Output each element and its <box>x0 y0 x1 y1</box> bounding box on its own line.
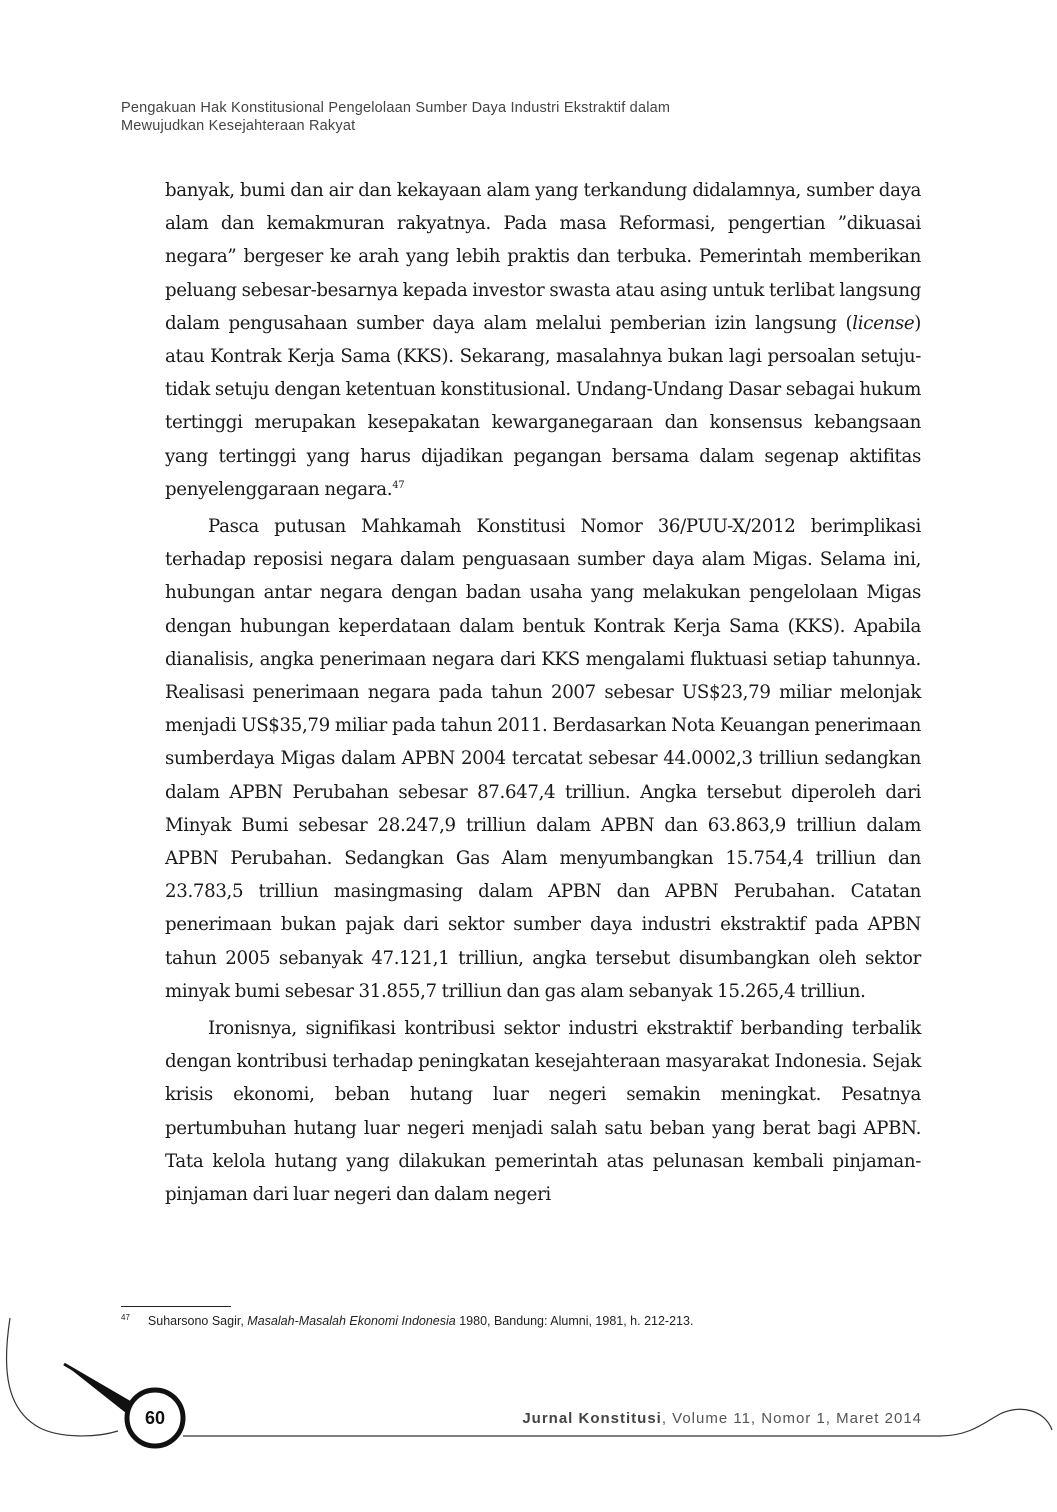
footnote-reference[interactable]: 47 <box>392 479 405 491</box>
paragraph-1-text-a: banyak, bumi dan air dan kekayaan alam yang terkandung didalamnya, sumber daya alam dan kemakmuran rakyatnya. Pada masa Reformasi, pengertian ”dikuasai negara” bergeser ke arah yang lebih praktis dan terbuka. Pemerintah memberikan peluang sebesar-besarnya kepada investor swasta atau asing untuk terlibat langsung dalam pengusahaan sumber daya alam melalui pemberian izin langsung ( <box>165 180 921 334</box>
paragraph-3: Ironisnya, signifikasi kontribusi sektor industri ekstraktif berbanding terbalik dengan kontribusi terhadap peningkatan kesejahteraan masyarakat Indonesia. Sejak krisis ekonomi, beban hutang luar negeri semakin meningkat. Pesatnya pertumbuhan hutang luar negeri menjadi salah satu beban yang berat bagi APBN. Tata kelola hutang yang dilakukan pemerintah atas pelunasan kembali pinjaman-pinjaman dari luar negeri dan dalam negeri <box>165 1018 921 1206</box>
paragraph-1-italic-term: license <box>852 312 915 334</box>
paragraph-2: Pasca putusan Mahkamah Konstitusi Nomor 36/PUU-X/2012 berimplikasi terhadap reposisi negara dalam penguasaan sumber daya alam Migas. Selama ini, hubungan antar negara dengan badan usaha yang melakukan pengelolaan Migas dengan hubungan keperdataan dalam bentuk Kontrak Kerja Sama (KKS). Apabila dianalisis, angka penerimaan negara dari KKS mengalami fluktuasi setiap tahunnya. Realisasi penerimaan negara pada tahun 2007 sebesar US$23,79 miliar melonjak menjadi US$35,79 miliar pada tahun 2011. Berdasarkan Nota Keuangan penerimaan sumberdaya Migas dalam APBN 2004 tercatat sebesar 44.0002,3 trilliun sedangkan dalam APBN Perubahan sebesar 87.647,4 trilliun. Angka tersebut diperoleh dari Minyak Bumi sebesar 28.247,9 trilliun dalam APBN dan 63.863,9 trilliun dalam APBN Perubahan. Sedangkan Gas Alam menyumbangkan 15.754,4 trilliun dan 23.783,5 trilliun masingmasing dalam APBN dan APBN Perubahan. Catatan penerimaan bukan pajak dari sektor sumber daya industri ekstraktif pada APBN tahun 2005 sebanyak 47.121,1 trilliun, angka tersebut disumbangkan oleh sektor minyak bumi sebesar 31.855,7 trilliun dan gas alam sebanyak 15.265,4 trilliun. <box>165 516 921 1002</box>
body-text <box>165 174 921 1211</box>
page-number: 60 <box>144 1407 166 1428</box>
footnote-author: Suharsono Sagir, <box>147 1314 248 1329</box>
journal-issue: , Volume 11, Nomor 1, Maret 2014 <box>661 1410 922 1427</box>
paragraph-1 <box>165 174 921 506</box>
footnote-number: 47 <box>121 1313 130 1322</box>
running-header <box>121 99 741 135</box>
journal-name: Jurnal Konstitusi <box>522 1410 662 1427</box>
running-header-line-1: Pengakuan Hak Konstitusional Pengelolaan Sumber Daya Industri Ekstraktif dalam <box>121 100 671 116</box>
running-header-line-2: Mewujudkan Kesejahteraan Rakyat <box>121 118 356 134</box>
paragraph-1-text-b: ) atau Kontrak Kerja Sama (KKS). Sekarang, masalahnya bukan lagi persoalan setuju-tidak setuju dengan ketentuan konstitusional. Undang-Undang Dasar sebagai hukum tertinggi merupakan kesepakatan kewarganegaraan dan konsensus kebangsaan yang tertinggi yang harus dijadikan pegangan bersama dalam segenap aktifitas penyelenggaraan negara. <box>165 312 921 500</box>
footnote-book-title: Masalah-Masalah Ekonomi Indonesia <box>247 1314 456 1329</box>
journal-citation <box>520 1410 922 1427</box>
footnote-publication: 1980, Bandung: Alumni, 1981, h. 212-213. <box>455 1314 694 1329</box>
